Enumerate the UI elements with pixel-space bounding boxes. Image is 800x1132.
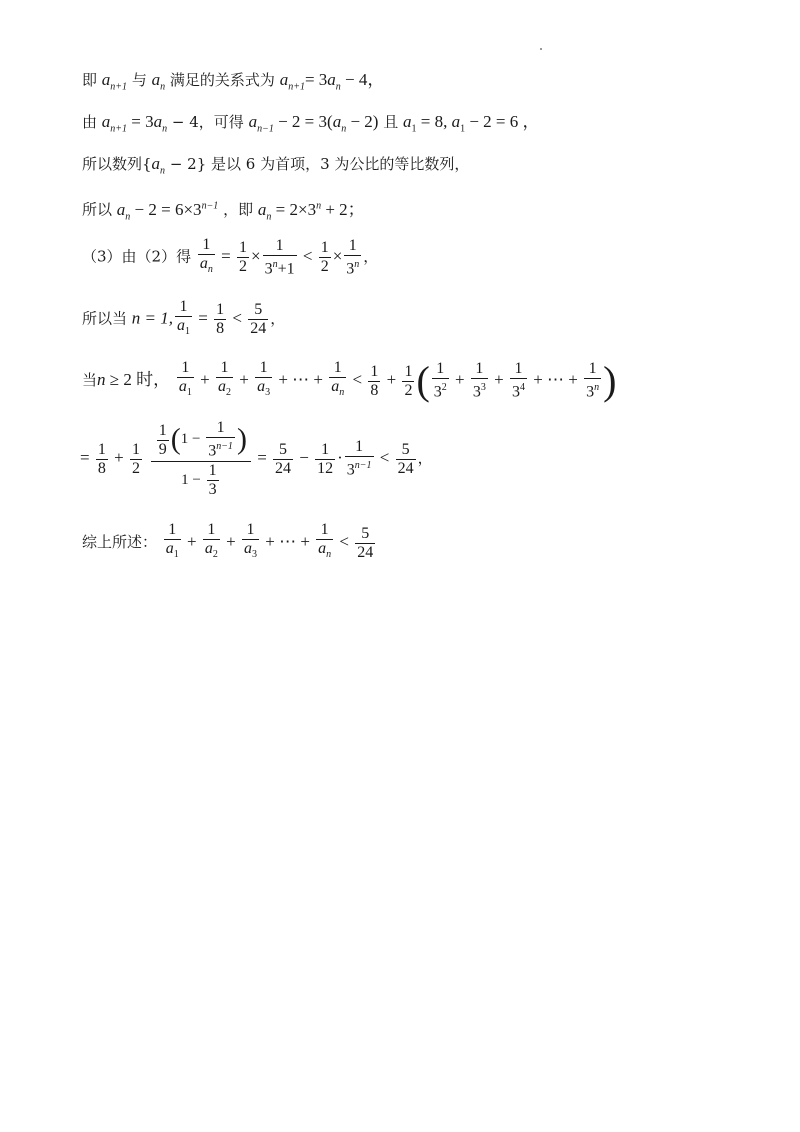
math-token: n — [125, 211, 131, 223]
math-token: < — [335, 532, 354, 551]
math-token: = 8, — [416, 112, 452, 131]
right-paren: ) — [603, 358, 617, 403]
math-token: + ⋯ + — [274, 370, 328, 389]
math-token: 1 — [206, 419, 235, 438]
line-2 — [82, 112, 540, 139]
math-token: 3 — [346, 461, 355, 479]
math-token: 5 — [248, 301, 268, 320]
math-token: = — [216, 246, 235, 266]
math-token: a — [101, 70, 111, 89]
math-token: a — [165, 540, 174, 558]
fraction — [96, 441, 108, 478]
math-token: = — [80, 448, 94, 467]
math-token: 8 — [216, 320, 225, 338]
math-token: 1 — [411, 123, 417, 135]
fraction — [207, 462, 219, 499]
math-token: 5 — [355, 525, 375, 544]
math-token: + — [382, 370, 401, 389]
line-5 — [82, 236, 378, 276]
math-token: n — [272, 258, 278, 270]
math-token: n+1 — [288, 81, 305, 93]
fraction — [237, 239, 249, 276]
fraction — [432, 360, 449, 401]
math-token: − 2) — [346, 112, 379, 131]
line-8 — [80, 418, 433, 498]
math-token: ， — [417, 449, 433, 467]
fraction — [273, 441, 293, 478]
math-token: a — [217, 378, 226, 396]
math-token: 24 — [397, 459, 414, 477]
fraction — [345, 438, 374, 479]
math-token: 1 — [584, 360, 601, 379]
math-token: a — [257, 199, 267, 219]
term-a-n1 — [101, 70, 128, 93]
fraction — [206, 419, 235, 460]
line-7 — [82, 358, 616, 402]
math-token: a — [151, 154, 161, 173]
line-1 — [82, 70, 384, 97]
math-token: n — [160, 81, 166, 93]
fraction — [263, 237, 297, 278]
math-token: a — [199, 255, 208, 272]
math-token: a — [178, 378, 187, 396]
math-token: a — [204, 540, 213, 558]
math-token: a — [248, 112, 258, 131]
fraction — [255, 359, 272, 402]
fraction — [175, 298, 192, 341]
math-token: n+1 — [110, 123, 128, 135]
math-token: 1 — [404, 362, 413, 380]
math-token: n — [160, 165, 166, 177]
math-token: ， — [270, 309, 286, 328]
fraction — [329, 359, 346, 402]
math-token: 1 — [208, 461, 217, 479]
math-token: 3 — [251, 549, 257, 561]
math-token: 1 — [216, 359, 233, 378]
math-token: 1 — [185, 326, 191, 338]
math-token: 3 — [433, 383, 442, 401]
math-token: n — [335, 81, 341, 93]
math-token: < — [375, 448, 394, 467]
fraction — [344, 237, 361, 278]
text: − 4，可得 — [171, 113, 244, 131]
fraction — [316, 521, 333, 564]
math-token: a — [331, 378, 340, 396]
math-token: − 2 = 6 ， — [465, 112, 540, 131]
math-token: + ⋯ + — [528, 370, 583, 389]
math-token: 1 — [131, 440, 140, 458]
math-token: 2 — [212, 549, 218, 561]
fraction — [471, 360, 488, 401]
math-token: n — [266, 211, 272, 223]
speck — [540, 48, 542, 50]
math-token: 1 — [175, 298, 192, 317]
math-token: 2 — [320, 258, 329, 276]
line-6 — [82, 298, 285, 338]
math-token: × — [250, 246, 261, 266]
left-paren: ( — [416, 358, 430, 403]
math-token: < — [228, 308, 247, 328]
math-token: 1 — [316, 521, 333, 540]
math-token: n — [341, 123, 347, 135]
math-token: n+1 — [110, 81, 128, 93]
text: 且 — [383, 113, 403, 131]
math-token: 1 — [471, 360, 488, 379]
math-token: 4 — [519, 382, 525, 394]
formula — [248, 112, 379, 135]
math-token: 1 — [432, 360, 449, 379]
math-token: a — [403, 112, 412, 131]
math-token: − 2 = 3( — [273, 112, 333, 131]
math-token: < — [298, 246, 317, 266]
math-token: 1 — [198, 236, 215, 255]
fraction — [203, 521, 220, 564]
math-token: − — [295, 448, 314, 467]
math-token: 2 — [131, 459, 140, 477]
math-token: n — [97, 370, 106, 389]
math-token: a — [101, 112, 111, 131]
math-token: a — [279, 70, 289, 89]
math-token: 1 — [158, 421, 167, 439]
math-token: = — [194, 308, 213, 328]
math-token: 1 — [370, 362, 379, 380]
fraction — [368, 363, 380, 400]
formula — [403, 112, 540, 135]
math-token: 24 — [250, 320, 267, 338]
math-token: n−1 — [354, 460, 372, 472]
math-token: < — [348, 370, 367, 389]
math-token: a — [332, 112, 342, 131]
fraction — [214, 301, 226, 338]
math-token: n−1 — [257, 123, 274, 135]
line-9 — [82, 520, 377, 564]
math-token: 1 — [242, 521, 259, 540]
formula — [101, 112, 168, 135]
math-token: n — [316, 200, 322, 211]
fraction — [584, 360, 601, 401]
math-token: n — [162, 123, 168, 135]
math-token: 8 — [97, 459, 106, 477]
math-token: 1 — [164, 521, 181, 540]
math-token: a — [177, 317, 186, 334]
text: 所以 — [82, 200, 113, 219]
math-token: n — [207, 264, 213, 276]
math-token: n — [594, 382, 600, 394]
text: 由 — [82, 113, 98, 131]
math-token: 3 — [346, 260, 355, 278]
math-token: n−1 — [201, 200, 219, 211]
math-token: 12 — [317, 459, 334, 477]
fraction — [164, 521, 181, 564]
math-token: a — [153, 112, 163, 131]
math-token: a — [327, 70, 336, 89]
fraction — [315, 441, 335, 478]
math-token: 1 — [216, 301, 225, 319]
math-token: + — [234, 370, 254, 389]
math-token: n — [354, 258, 360, 270]
text: − 2} 是以 6 为首项，3 为公比的等比数列， — [165, 155, 470, 173]
math-token: 2 — [404, 381, 413, 399]
fraction — [198, 236, 215, 279]
fraction — [216, 359, 233, 402]
math-token: + ⋯ + — [260, 532, 315, 551]
math-token: 9 — [158, 440, 167, 458]
math-token: 2 — [225, 387, 231, 399]
math-token: a — [257, 378, 266, 396]
formula: n = 1, — [131, 308, 174, 328]
text: ，即 — [223, 200, 254, 219]
text: 与 — [131, 71, 147, 89]
math-token: + 2； — [321, 199, 365, 219]
math-token: 2 — [441, 382, 447, 394]
math-token: 1 — [344, 237, 361, 256]
math-token: + — [489, 370, 508, 389]
math-token: 1 — [329, 359, 346, 378]
math-token: = 3 — [127, 112, 154, 131]
fraction — [157, 422, 169, 459]
math-token: 5 — [273, 441, 293, 460]
math-token: 5 — [396, 441, 416, 460]
math-token: a — [151, 70, 161, 89]
math-token: 1 — [315, 441, 335, 460]
math-token: · — [337, 448, 343, 467]
math-token: 3 — [586, 383, 595, 401]
math-token: − 2 = 6×3 — [130, 199, 202, 219]
math-token: 2 — [238, 258, 247, 276]
math-token: ≥ 2 时， — [105, 370, 171, 389]
math-token: 1 — [263, 237, 297, 256]
math-token: 8 — [370, 381, 379, 399]
math-token: 1 — [345, 438, 374, 457]
math-token: 1 — [177, 359, 194, 378]
math-token: 3 — [208, 442, 217, 460]
math-token: + — [109, 448, 128, 467]
math-token: a — [318, 540, 327, 558]
line-4 — [82, 196, 365, 227]
math-token: n−1 — [216, 441, 233, 453]
text: 所以当 — [82, 309, 128, 328]
formula — [257, 199, 365, 223]
math-token: n — [326, 549, 332, 561]
formula — [279, 70, 385, 93]
math-token: 3 — [472, 383, 481, 401]
text: 当 — [82, 371, 98, 389]
fraction — [510, 360, 527, 401]
text: 综上所述： — [82, 533, 158, 551]
math-token: × — [332, 246, 343, 266]
math-token: 3 — [511, 383, 520, 401]
fraction — [242, 521, 259, 564]
math-token: 3 — [480, 382, 486, 394]
math-token: + — [221, 532, 240, 551]
line-3 — [82, 154, 469, 181]
term-a-n — [151, 70, 166, 93]
text: 所以数列{ — [82, 155, 152, 173]
math-token: + — [182, 532, 201, 551]
math-token: 1 — [97, 440, 106, 458]
math-token: 3 — [208, 480, 217, 498]
math-token: − 4， — [340, 70, 385, 89]
fraction — [177, 359, 194, 402]
text: 满足的关系式为 — [169, 71, 275, 89]
math-token: 1 — [173, 549, 179, 561]
math-token: + — [195, 370, 214, 389]
math-token: 24 — [275, 459, 292, 477]
nested-fraction: $\frac{1}{9}$ (1 − $\frac{1}{3^{n-1}}$ ) 1 − $\frac{1}{3}$ — [151, 419, 251, 498]
math-token: 1 — [460, 123, 466, 135]
math-token: 3 — [265, 387, 271, 399]
fraction — [130, 441, 142, 478]
text: （3）由（2）得 — [82, 247, 192, 266]
math-token: 1 — [510, 360, 527, 379]
term-a-n — [151, 154, 166, 177]
math-token: 1 − — [181, 471, 205, 488]
fraction — [355, 525, 375, 562]
math-token: 1 — [186, 387, 192, 399]
math-token: a — [451, 112, 461, 131]
math-token: = — [252, 448, 272, 467]
math-token: 3 — [264, 260, 273, 278]
text: 即 — [82, 71, 98, 89]
math-token: a — [116, 199, 126, 219]
math-token: ， — [363, 247, 379, 266]
math-token: 1 — [255, 359, 272, 378]
math-token: + — [450, 370, 469, 389]
math-token: 1 — [238, 239, 247, 257]
fraction — [402, 363, 414, 400]
math-token: 1 — [203, 521, 220, 540]
math-token: = 3 — [304, 70, 328, 89]
fraction — [248, 301, 268, 338]
fraction — [319, 239, 331, 276]
math-token: = 2×3 — [271, 199, 317, 219]
math-token: 24 — [357, 543, 374, 561]
math-token: n — [339, 387, 345, 399]
formula — [116, 199, 219, 223]
math-token: +1 — [277, 260, 295, 278]
math-token: 1 — [320, 239, 329, 257]
fraction — [396, 441, 416, 478]
math-token: 1 − — [180, 431, 205, 448]
math-token: a — [243, 540, 252, 558]
